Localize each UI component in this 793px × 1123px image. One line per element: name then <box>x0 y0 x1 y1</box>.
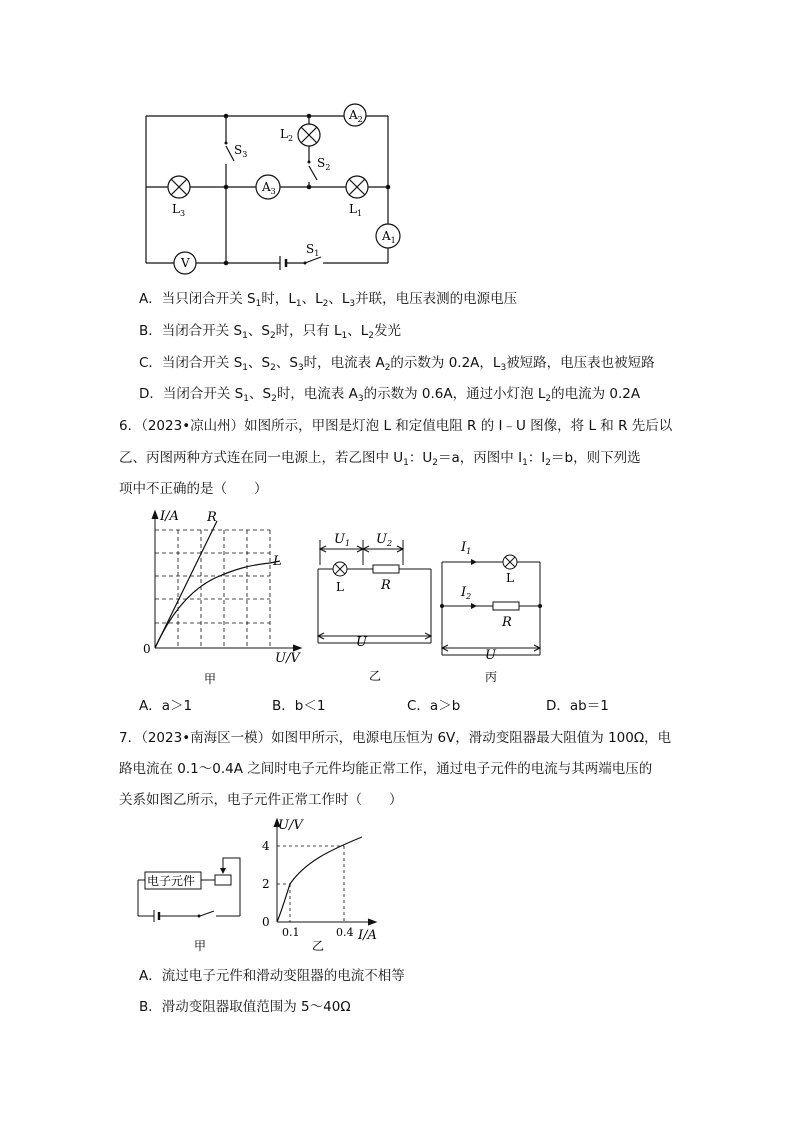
q6-option-d: D．ab＝1 <box>546 698 609 714</box>
q7-option-b: B．滑动变阻器取值范围为 5～40Ω <box>139 999 351 1015</box>
q7-caption-yi: 乙 <box>312 939 325 953</box>
q7-stem-line1: 7．（2023•南海区一模）如图甲所示，电源电压恒为 6V，滑动变阻器最大阻值为 100Ω，电 <box>119 730 672 746</box>
a3-label: $A_3$ <box>262 180 276 196</box>
l3-label: $L_3$ <box>172 202 186 218</box>
graph-xlabel: U/V <box>275 651 300 666</box>
s1-label: $S_1$ <box>306 242 320 258</box>
yi-voltage-label: U <box>356 635 367 650</box>
voltmeter-label: V <box>181 256 190 270</box>
l2-label: $L_2$ <box>280 127 294 143</box>
caption-yi: 乙 <box>369 669 382 683</box>
bing-voltage-label: U <box>485 648 496 663</box>
bing-i1-label: $I_1$ <box>461 540 472 556</box>
yi-u2-label: $U_2$ <box>376 532 393 548</box>
caption-bing: 丙 <box>485 670 498 684</box>
q5-circuit-diagram <box>130 98 410 278</box>
q6-stem-line3: 项中不正确的是（ ） <box>119 481 268 497</box>
q7-caption-jia: 甲 <box>194 939 207 953</box>
q7-figures <box>130 812 390 960</box>
s2-label: $S_2$ <box>317 156 331 172</box>
q7-y-tick-2: 2 <box>262 877 270 891</box>
q6-option-a: A．a＞1 <box>139 698 193 714</box>
q7-graph-ylabel: U/V <box>278 818 303 833</box>
bing-resistor-label: R <box>502 615 512 630</box>
component-label: 电子元件 <box>147 874 196 888</box>
q5-option-b: B．当闭合开关 $S_1$、$S_2$时，只有 $L_1$、$L_2$发光 <box>139 323 401 341</box>
a2-label: $A_2$ <box>349 108 363 124</box>
q5-option-d: D．当闭合开关 $S_1$、$S_2$时，电流表 $A_3$的示数为 0.6A，通过小灯泡 $L_2$的电流为 0.2A <box>139 386 641 404</box>
q7-graph-xlabel: I/A <box>358 928 377 943</box>
q7-option-a: A．流过电子元件和滑动变阻器的电流不相等 <box>139 968 405 984</box>
q7-x-tick-04: 0.4 <box>336 926 354 939</box>
q7-y-tick-4: 4 <box>262 839 270 853</box>
q7-x-tick-01: 0.1 <box>282 926 300 939</box>
q7-stem-line3: 关系如图乙所示，电子元件正常工作时（ ） <box>119 792 403 808</box>
graph-ylabel: I/A <box>160 509 179 524</box>
q6-stem-line2: 乙、丙图两种方式连在同一电源上，若乙图中 $U_1$：$U_2=a$，丙图中 $I_1$：$I_2=b$，则下列选 <box>119 450 641 468</box>
l1-label: $L_1$ <box>349 202 363 218</box>
q6-option-b: B．b＜1 <box>272 698 326 714</box>
q5-option-c: C．当闭合开关 $S_1$、$S_2$、$S_3$时，电流表 $A_2$的示数为 0.2A，$L_3$被短路，电压表也被短路 <box>139 355 655 373</box>
q5-option-a: A．当只闭合开关 $S_1$时，$L_1$、$L_2$、$L_3$并联，电压表测的电源电压 <box>139 291 518 309</box>
q7-stem-line2: 路电流在 0.1～0.4A 之间时电子元件均能正常工作，通过电子元件的电流与其两端电压的 <box>119 761 653 777</box>
q7-origin: 0 <box>262 915 270 929</box>
graph-origin: 0 <box>143 642 151 656</box>
curve-r-label: R <box>207 510 217 525</box>
yi-resistor-label: R <box>381 578 391 593</box>
bing-lamp-label: L <box>506 571 514 585</box>
caption-jia: 甲 <box>204 672 217 686</box>
yi-u1-label: $U_1$ <box>334 532 351 548</box>
bing-i2-label: $I_2$ <box>461 585 472 601</box>
q6-option-c: C．a＞b <box>407 698 461 714</box>
curve-l-label: L <box>273 554 282 569</box>
a1-label: $A_1$ <box>382 229 396 245</box>
q6-stem-line1: 6．（2023•凉山州）如图所示，甲图是灯泡 L 和定值电阻 R 的 I﹣U 图像，将 L 和 R 先后以 <box>119 418 673 434</box>
q6-figures <box>135 505 555 690</box>
yi-lamp-label: L <box>336 580 344 594</box>
s3-label: $S_3$ <box>234 143 248 159</box>
